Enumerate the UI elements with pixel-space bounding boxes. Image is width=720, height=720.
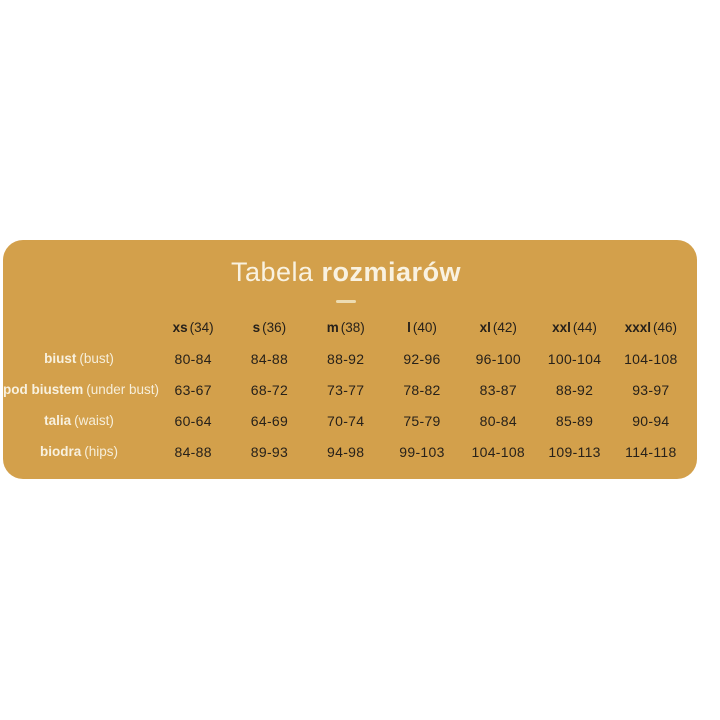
table-cell: 64-69 <box>250 412 289 429</box>
table-row-talia <box>3 405 689 436</box>
size-number: (40) <box>412 320 437 335</box>
table-row-biodra <box>3 436 689 467</box>
table-cell: 96-100 <box>475 350 521 367</box>
table-cell: 109-113 <box>548 443 601 460</box>
column-header-m <box>308 312 384 343</box>
table-cell: 85-89 <box>555 412 594 429</box>
row-label-pl: talia <box>44 413 72 428</box>
column-header-s <box>231 312 307 343</box>
title-bold: rozmiarów <box>321 257 462 287</box>
size-letter: l <box>407 320 411 335</box>
table-cell: 68-72 <box>250 381 289 398</box>
column-header-xxl <box>536 312 612 343</box>
size-number: (36) <box>262 320 287 335</box>
table-cell: 100-104 <box>547 350 602 367</box>
table-cell: 94-98 <box>327 443 365 460</box>
size-number: (34) <box>189 320 214 335</box>
table-cell: 83-87 <box>479 381 517 398</box>
table-cell: 114-118 <box>625 443 677 460</box>
table-cell: 60-64 <box>174 412 212 429</box>
table-cell: 73-77 <box>327 381 365 398</box>
row-label-pl: pod biustem <box>3 382 84 397</box>
page-title <box>3 256 689 289</box>
table-cell: 88-92 <box>327 350 365 367</box>
size-number: (44) <box>572 320 597 335</box>
size-number: (42) <box>492 320 517 335</box>
table-cell: 84-88 <box>174 443 212 460</box>
header-spacer <box>3 312 155 343</box>
table-row-biust <box>3 343 689 374</box>
column-header-xl <box>460 312 536 343</box>
table-cell: 89-93 <box>250 443 289 460</box>
size-letter: xxl <box>552 320 571 335</box>
column-header-xs <box>155 312 231 343</box>
table-cell: 104-108 <box>624 350 678 367</box>
size-letter: xs <box>172 320 188 335</box>
table-cell: 92-96 <box>403 350 441 367</box>
size-letter: s <box>252 320 261 335</box>
row-label <box>3 343 155 374</box>
table-cell: 84-88 <box>250 350 289 367</box>
table-header-row <box>3 312 689 343</box>
table-cell: 93-97 <box>632 381 670 398</box>
title-divider <box>336 300 356 303</box>
size-letter: xl <box>479 320 491 335</box>
row-label-pl: biodra <box>39 444 82 459</box>
row-label <box>3 405 155 436</box>
table-cell: 80-84 <box>174 350 212 367</box>
row-label-en: (waist) <box>74 413 114 428</box>
title-regular: Tabela <box>230 257 314 287</box>
row-label-en: (bust) <box>79 351 114 366</box>
table-cell: 78-82 <box>403 381 441 398</box>
row-label-en: (hips) <box>84 444 119 459</box>
column-header-l <box>384 312 460 343</box>
row-label-en: (under bust) <box>86 382 160 397</box>
table-cell: 70-74 <box>327 412 365 429</box>
table-cell: 90-94 <box>632 412 670 429</box>
table-cell: 99-103 <box>399 443 445 460</box>
table-cell: 75-79 <box>403 412 441 429</box>
size-letter: m <box>326 320 339 335</box>
size-table <box>3 312 689 467</box>
column-header-xxxl <box>613 312 689 343</box>
row-label-pl: biust <box>44 351 77 366</box>
size-letter: xxxl <box>624 320 651 335</box>
table-cell: 104-108 <box>471 443 525 460</box>
row-label <box>3 436 155 467</box>
table-row-pod-biustem <box>3 374 689 405</box>
size-number: (46) <box>652 320 677 335</box>
row-label <box>3 374 160 405</box>
size-chart-card <box>3 240 697 479</box>
table-cell: 80-84 <box>479 412 517 429</box>
table-cell: 88-92 <box>555 381 594 398</box>
table-cell: 63-67 <box>174 381 212 398</box>
size-number: (38) <box>340 320 365 335</box>
